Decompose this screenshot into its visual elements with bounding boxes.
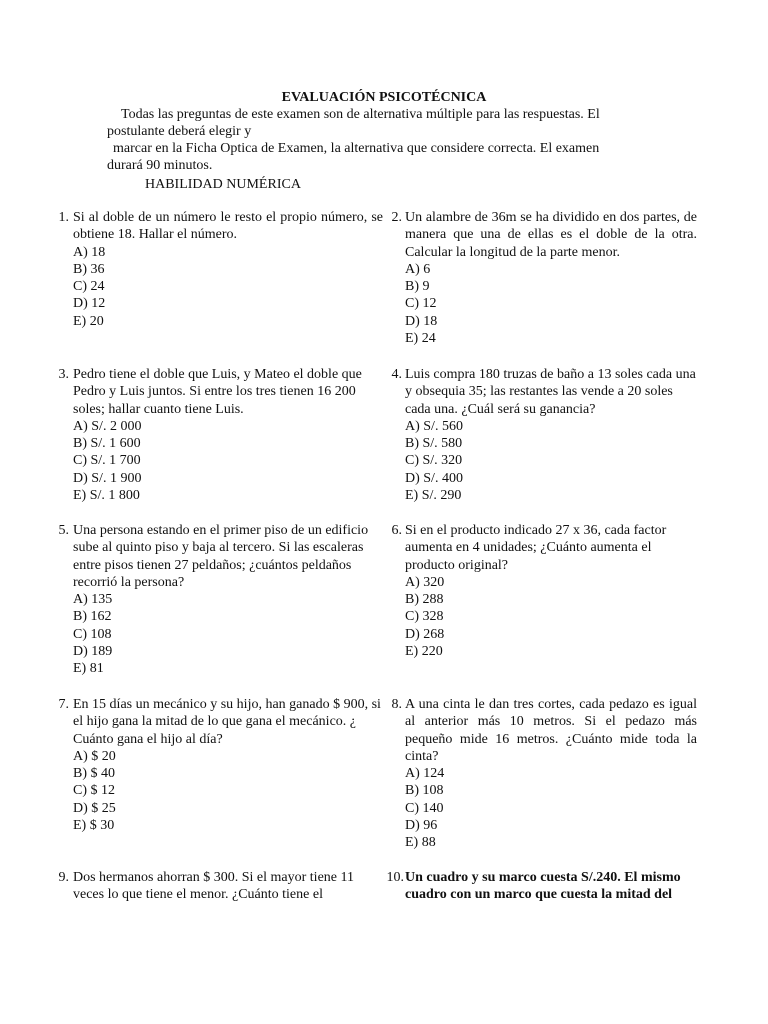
- question-number: 5.: [58, 523, 69, 538]
- instructions-line: Todas las preguntas de este examen son de alternativa múltiple para las respuestas. El: [121, 107, 600, 122]
- answer-option-e: E) 24: [405, 331, 436, 347]
- question-number: 1.: [58, 210, 69, 225]
- section-heading: HABILIDAD NUMÉRICA: [145, 177, 301, 192]
- question-stem: Un alambre de 36m se ha dividido en dos partes, de manera que una de ellas es el doble de la otra. Calcular la longitud de la parte menor.: [405, 210, 697, 260]
- answer-option-e: E) S/. 1 800: [73, 488, 140, 504]
- answer-option-b: B) $ 40: [73, 766, 115, 782]
- exam-instructions: [107, 106, 647, 174]
- answer-option-a: A) 18: [73, 244, 106, 260]
- answer-option-d: D) 18: [405, 313, 438, 329]
- question-number: 2.: [391, 210, 402, 225]
- question-6: [391, 522, 697, 660]
- answer-option-b: B) 9: [405, 279, 430, 295]
- answer-option-a: A) 135: [73, 592, 113, 608]
- answer-option-a: A) 320: [405, 574, 445, 590]
- question-7: [58, 696, 383, 834]
- answer-option-e: E) 220: [405, 644, 443, 660]
- answer-option-c: C) 328: [405, 609, 444, 625]
- question-number: 3.: [58, 367, 69, 382]
- answer-option-d: D) 96: [405, 818, 438, 834]
- answer-option-d: D) 12: [73, 296, 106, 312]
- answer-option-a: A) 6: [405, 261, 431, 277]
- answer-option-a: A) 124: [405, 766, 445, 782]
- question-stem: En 15 días un mecánico y su hijo, han ganado $ 900, si el hijo gana la mitad de lo que gana el mecánico. ¿ Cuánto gana el hijo al día?: [73, 697, 381, 747]
- question-2: [391, 209, 697, 347]
- answer-option-a: A) S/. 560: [405, 418, 463, 434]
- question-stem: Si al doble de un número le resto el propio número, se obtiene 18. Hallar el número.: [73, 210, 383, 243]
- answer-option-b: B) 162: [73, 609, 112, 625]
- answer-option-b: B) 288: [405, 592, 444, 608]
- question-1: [58, 209, 383, 330]
- answer-option-c: C) S/. 1 700: [73, 453, 141, 469]
- instructions-line: marcar en la Ficha Optica de Examen, la alternativa que considere correcta. El examen: [113, 141, 600, 156]
- question-9: [58, 869, 383, 904]
- answer-option-d: D) 189: [73, 644, 113, 660]
- answer-option-c: C) $ 12: [73, 783, 115, 799]
- answer-option-c: C) S/. 320: [405, 453, 463, 469]
- answer-option-d: D) S/. 1 900: [73, 470, 142, 486]
- answer-option-c: C) 140: [405, 800, 444, 816]
- question-4: [391, 366, 697, 504]
- question-number: 6.: [391, 523, 402, 538]
- question-number: 9.: [58, 870, 69, 885]
- question-number: 10.: [386, 870, 404, 885]
- answer-option-e: E) 81: [73, 661, 104, 677]
- question-stem: Un cuadro y su marco cuesta S/.240. El mismo cuadro con un marco que cuesta la mitad del: [405, 870, 681, 903]
- question-8: [391, 696, 697, 852]
- answer-option-a: A) $ 20: [73, 748, 116, 764]
- answer-option-b: B) 108: [405, 783, 444, 799]
- instructions-line: postulante deberá elegir y: [107, 124, 252, 139]
- question-5: [58, 522, 383, 678]
- question-number: 7.: [58, 697, 69, 712]
- question-stem: A una cinta le dan tres cortes, cada pedazo es igual al anterior más 10 metros. Si el pedazo más pequeño mide 16 metros. ¿Cuánto mide toda la cinta?: [405, 697, 697, 764]
- question-number: 8.: [391, 697, 402, 712]
- question-3: [58, 366, 383, 504]
- answer-option-a: A) S/. 2 000: [73, 418, 142, 434]
- instructions-line: durará 90 minutos.: [107, 158, 213, 173]
- answer-option-d: D) 268: [405, 626, 445, 642]
- answer-option-b: B) S/. 1 600: [73, 436, 141, 452]
- answer-option-b: B) S/. 580: [405, 436, 463, 452]
- question-stem: Si en el producto indicado 27 x 36, cada factor aumenta en 4 unidades; ¿Cuánto aumenta el producto original?: [405, 523, 667, 573]
- answer-option-c: C) 24: [73, 279, 105, 295]
- question-10: [386, 869, 697, 904]
- answer-option-e: E) S/. 290: [405, 488, 462, 504]
- answer-option-e: E) 20: [73, 313, 104, 329]
- answer-option-c: C) 108: [73, 626, 112, 642]
- answer-option-c: C) 12: [405, 296, 437, 312]
- question-number: 4.: [391, 367, 402, 382]
- answer-option-b: B) 36: [73, 261, 105, 277]
- answer-option-e: E) $ 30: [73, 818, 115, 834]
- question-stem: Una persona estando en el primer piso de un edificio sube al quinto piso y baja al tercero. Si las escaleras entre pisos tienen 27 peldaños; ¿cuántos peldaños recorrió la persona?: [73, 523, 369, 590]
- answer-option-d: D) S/. 400: [405, 470, 463, 486]
- answer-option-d: D) $ 25: [73, 800, 116, 816]
- question-stem: Dos hermanos ahorran $ 300. Si el mayor tiene 11 veces lo que tiene el menor. ¿Cuánto tiene el: [73, 870, 354, 903]
- exam-title: EVALUACIÓN PSICOTÉCNICA: [281, 90, 487, 105]
- question-stem: Pedro tiene el doble que Luis, y Mateo el doble que Pedro y Luis juntos. Si entre los tres tienen 16 200 soles; hallar cuanto tiene Luis.: [73, 367, 362, 417]
- answer-option-e: E) 88: [405, 835, 436, 851]
- question-stem: Luis compra 180 truzas de baño a 13 soles cada una y obsequia 35; las restantes las vende a 20 soles cada una. ¿Cuál será su ganancia?: [405, 367, 696, 417]
